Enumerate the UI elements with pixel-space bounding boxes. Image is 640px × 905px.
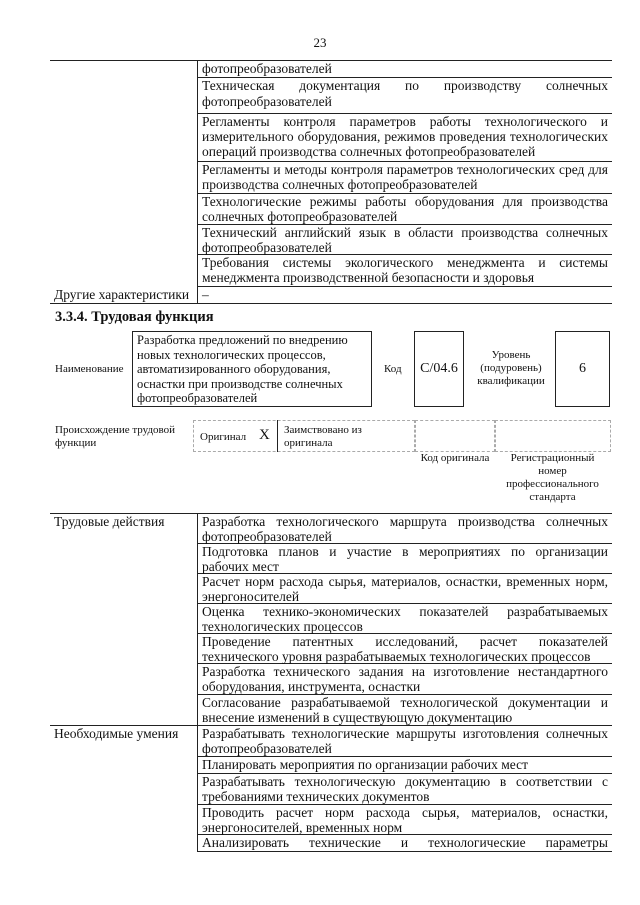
original-mark: X [259,427,270,443]
table-cell: Расчет норм расхода сырья, материалов, оснастки, временных норм, энергоносителей [198,574,612,604]
table-cell: Технический английский язык в области производства солнечных фотопреобразователей [198,225,612,255]
table-cell: Проводить расчет норм расхода сырья, материалов, оснастки, энергоносителей, временных норм [198,805,612,835]
table-row [50,695,612,726]
table-cell: Согласование разрабатываемой технологической документации и внесение изменений в существующую документацию [198,695,612,726]
table-cell: Регламенты и методы контроля параметров технологических сред для производства солнечных фотопреобразователей [198,162,612,194]
table-cell: Проведение патентных исследований, расчет показателей технического уровня разрабатываемых технологических процессов [198,634,612,664]
table-cell: Разрабатывать технологическую документацию в соответствии с требованиями технических документов [198,774,612,805]
table-row [50,225,612,255]
borrowed-label: Заимствовано из оригинала [284,424,362,449]
table-row [50,60,612,78]
knowledge-table [50,60,612,304]
code-original-label: Код оригинала [420,452,490,464]
table-row [50,544,612,574]
table-row [50,774,612,805]
other-characteristics-label: Другие характеристики [50,287,198,304]
code-label: Код [384,363,402,375]
table-cell: Регламенты контроля параметров работы технологического и измерительного оборудования, режимов проведения технологических операций производства солнечных фотопреобразователей [198,114,612,162]
table-cell: фотопреобразователей [198,61,612,78]
table-row [50,835,612,852]
code-original-box [415,420,495,452]
function-name: Разработка предложений по внедрению новых технологических процессов, автоматизированного оборудования, оснастки при производстве солнечных фотопреобразователей [137,333,348,405]
table-row [50,514,612,544]
table-row [50,664,612,695]
table-row [50,194,612,225]
level-value: 6 [579,361,586,376]
table-cell: Разрабатывать технологические маршруты изготовления солнечных фотопреобразователей [198,726,612,757]
skills-label: Необходимые умения [50,726,198,757]
table-row [50,114,612,162]
table-row [50,78,612,114]
section-title: 3.3.4. Трудовая функция [55,309,214,325]
level-box [555,331,610,407]
table-cell: Техническая документация по производству солнечных фотопреобразователей [198,78,612,114]
original-label: Оригинал [200,431,247,443]
reg-number-box [495,420,611,452]
code-box [414,331,464,407]
table-row [50,757,612,774]
name-label: Наименование [55,363,124,375]
table-row [50,604,612,634]
table-cell: Технологические режимы работы оборудования для производства солнечных фотопреобразователей [198,194,612,225]
divider [277,420,278,452]
function-name-box [132,331,372,407]
actions-skills-table [50,513,612,852]
code-value: С/04.6 [420,361,458,376]
table-cell: Анализировать технические и технологические параметры [198,835,612,852]
qualification-level-label: Уровень (подуровень) квалификации [477,349,545,387]
table-row [50,634,612,664]
origin-label: Происхождение трудовой функции [55,424,176,449]
table-cell: Оценка технико-экономических показателей разрабатываемых технологических процессов [198,604,612,634]
table-cell: Подготовка планов и участие в мероприятиях по организации рабочих мест [198,544,612,574]
table-row [50,805,612,835]
labor-actions-label: Трудовые действия [50,514,198,544]
table-row [50,726,612,757]
table-cell: Разработка технологического маршрута производства солнечных фотопреобразователей [198,514,612,544]
table-cell: Требования системы экологического менеджмента и системы менеджмента производственной безопасности и здоровья [198,255,612,287]
page-number: 23 [313,35,327,50]
table-row [50,162,612,194]
table-cell: Разработка технического задания на изготовление нестандартного оборудования, инструмента, оснастки [198,664,612,695]
table-row [50,255,612,287]
reg-number-label: Регистрационный номер профессионального стандарта [506,452,599,503]
other-characteristics-value: – [198,287,612,304]
table-row [50,574,612,604]
table-row [50,287,612,304]
table-cell: Планировать мероприятия по организации рабочих мест [198,757,612,774]
